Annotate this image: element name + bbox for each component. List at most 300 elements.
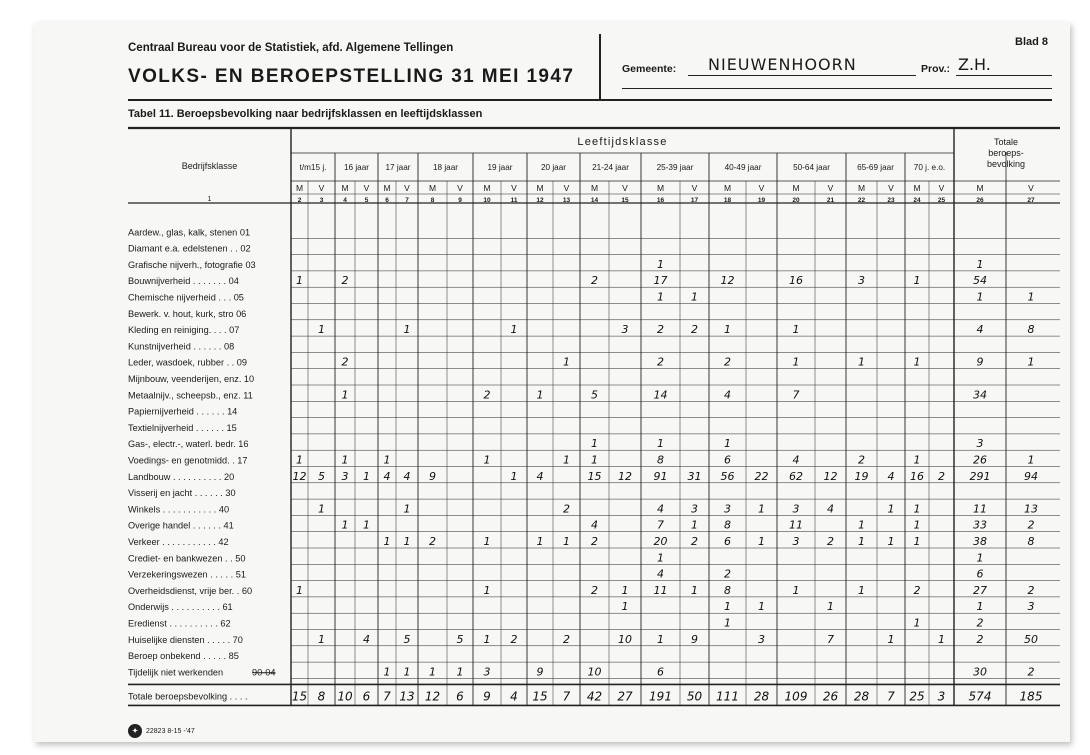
data-cell: 4 xyxy=(657,567,664,581)
data-cell: 9 xyxy=(429,469,436,483)
row-label: Overige handel . . . . . . 41 xyxy=(128,520,234,531)
column-number: 14 xyxy=(590,197,599,204)
form-footer xyxy=(128,724,195,738)
data-cell: 8 xyxy=(1027,535,1035,548)
totals-cell: 25 xyxy=(909,689,925,704)
row-label: Overheidsdienst, vrije ber. . 60 xyxy=(128,585,253,596)
totals-cell: 42 xyxy=(586,689,603,704)
sex-label: M xyxy=(341,183,349,193)
data-cell: 7 xyxy=(827,632,834,646)
data-cell: 3 xyxy=(621,323,629,337)
sex-label: V xyxy=(363,183,370,193)
sex-label: V xyxy=(318,183,325,193)
sex-label: V xyxy=(758,183,765,193)
data-cell: 3 xyxy=(792,502,800,516)
totals-cell: 7 xyxy=(887,689,895,704)
age-class-label: 20 jaar xyxy=(540,163,567,172)
data-cell: 2 xyxy=(1027,518,1035,532)
totals-cell: 15 xyxy=(532,689,548,704)
data-cell: 10 xyxy=(618,632,632,646)
age-class-label: 19 jaar xyxy=(487,163,513,172)
data-cell: 22 xyxy=(754,469,769,483)
sex-label: V xyxy=(457,183,463,193)
row-label: Textielnijverheid . . . . . . 15 xyxy=(128,422,237,433)
data-cell: 11 xyxy=(973,502,987,516)
data-cell: 1 xyxy=(976,257,984,271)
data-cell: 2 xyxy=(1027,583,1035,597)
data-cell: 5 xyxy=(591,388,598,402)
data-cell: 1 xyxy=(341,453,349,467)
data-cell: 3 xyxy=(691,502,698,516)
totals-cell: 26 xyxy=(822,689,839,704)
data-cell: 1 xyxy=(429,665,436,679)
data-cell: 8 xyxy=(724,583,731,597)
sex-label: M xyxy=(536,183,544,193)
totals-cell: 28 xyxy=(753,689,770,704)
form-code: 22823 8-15 -'47 xyxy=(146,727,195,735)
data-cell: 1 xyxy=(403,323,411,337)
data-cell: 1 xyxy=(913,453,921,467)
totals-cell: 10 xyxy=(337,689,353,704)
data-cell: 2 xyxy=(483,388,491,402)
column-number: 25 xyxy=(937,197,946,204)
totals-label: Totale beroepsbevolking . . . . xyxy=(128,691,248,702)
data-cell: 1 xyxy=(1027,355,1035,369)
column-number: 11 xyxy=(510,197,518,204)
data-cell: 1 xyxy=(657,290,664,304)
row-label: Chemische nijverheid . . . 05 xyxy=(128,292,244,303)
data-cell: 2 xyxy=(976,632,984,646)
data-cell: 17 xyxy=(653,274,668,288)
data-cell: 1 xyxy=(976,600,984,614)
sex-label: V xyxy=(938,183,945,193)
row-label-number: 1 xyxy=(207,196,212,203)
data-cell: 1 xyxy=(456,665,464,679)
data-cell: 12 xyxy=(618,469,632,483)
row-label: Kleding en reiniging. . . . 07 xyxy=(128,325,240,336)
data-cell: 20 xyxy=(653,535,668,548)
data-cell: 2 xyxy=(510,632,518,646)
data-cell: 1 xyxy=(536,535,544,548)
data-cell: 3 xyxy=(792,535,800,548)
data-cell: 1 xyxy=(341,388,349,402)
data-cell: 4 xyxy=(827,502,834,516)
data-cell: 1 xyxy=(657,257,664,271)
row-label: Voedings- en genotmidd. . 17 xyxy=(128,455,248,466)
data-cell: 2 xyxy=(591,583,598,597)
data-cell: 1 xyxy=(887,502,895,516)
sex-label: M xyxy=(723,183,732,193)
data-cell: 1 xyxy=(887,535,895,548)
data-cell: 1 xyxy=(621,583,629,597)
row-label-header: Bedrijfsklasse xyxy=(181,161,238,171)
totals-cell: 15 xyxy=(291,689,308,704)
data-cell: 1 xyxy=(724,323,731,337)
sex-label: V xyxy=(691,183,698,193)
age-class-label: 16 jaar xyxy=(343,163,370,172)
data-cell: 2 xyxy=(341,274,349,288)
data-cell: 4 xyxy=(536,469,544,483)
data-cell: 1 xyxy=(913,274,921,288)
sex-label: V xyxy=(1028,183,1034,193)
totals-cell: 3 xyxy=(937,689,946,704)
data-cell: 2 xyxy=(591,535,598,548)
data-cell: 1 xyxy=(483,632,491,646)
sex-label: M xyxy=(590,183,599,193)
sex-label: M xyxy=(913,183,921,193)
data-cell: 7 xyxy=(657,518,664,532)
data-cell: 6 xyxy=(657,665,664,679)
sex-label: M xyxy=(383,183,391,193)
data-cell: 9 xyxy=(536,665,544,679)
data-cell: 2 xyxy=(563,632,570,646)
data-cell: 4 xyxy=(383,469,391,483)
column-number: 10 xyxy=(483,197,491,204)
data-cell: 94 xyxy=(1024,469,1038,483)
column-number: 13 xyxy=(562,197,571,204)
totals-cell: 6 xyxy=(456,689,464,704)
total-header-line: beroeps- xyxy=(988,148,1024,158)
row-label: Gas-, electr.-, waterl. bedr. 16 xyxy=(128,439,249,450)
data-cell: 1 xyxy=(691,290,698,304)
data-cell: 2 xyxy=(691,535,698,548)
data-cell: 3 xyxy=(341,469,349,483)
data-cell: 33 xyxy=(973,518,987,532)
row-label: Winkels . . . . . . . . . . . 40 xyxy=(128,504,230,515)
data-cell: 26 xyxy=(973,453,987,467)
sex-label: V xyxy=(888,183,894,193)
sex-label: M xyxy=(656,183,665,193)
totals-cell: 4 xyxy=(510,689,518,704)
data-cell: 8 xyxy=(657,453,664,467)
data-cell: 4 xyxy=(976,323,984,337)
data-cell: 1 xyxy=(363,469,370,483)
data-cell: 1 xyxy=(383,453,391,467)
data-cell: 2 xyxy=(657,323,664,337)
data-cell: 4 xyxy=(724,388,731,402)
data-cell: 1 xyxy=(913,535,921,548)
data-cell: 1 xyxy=(913,355,921,369)
totals-cell: 7 xyxy=(562,689,571,704)
data-cell: 1 xyxy=(691,583,698,597)
data-cell: 2 xyxy=(563,502,570,516)
data-cell: 50 xyxy=(1024,632,1038,646)
data-cell: 1 xyxy=(657,632,664,646)
age-class-label: 40-49 jaar xyxy=(724,163,762,172)
data-cell: 2 xyxy=(724,355,731,369)
data-cell: 1 xyxy=(758,502,765,516)
data-cell: 56 xyxy=(720,469,735,483)
data-cell: 38 xyxy=(973,535,987,548)
data-cell: 1 xyxy=(827,600,834,614)
totals-cell: 28 xyxy=(853,689,870,704)
total-header-line: Totale xyxy=(993,137,1019,147)
data-cell: 1 xyxy=(536,388,544,402)
column-number: 15 xyxy=(621,197,629,204)
data-cell: 6 xyxy=(724,453,731,467)
data-cell: 3 xyxy=(483,665,491,679)
data-cell: 3 xyxy=(758,632,765,646)
row-label: Mijnbouw, veenderijen, enz. 10 xyxy=(128,374,255,384)
data-cell: 1 xyxy=(913,616,921,630)
row-label: Bewerk. v. hout, kurk, stro 06 xyxy=(128,308,247,319)
age-class-label: 18 jaar xyxy=(432,163,459,172)
row-label: Tijdelijk niet werkenden xyxy=(128,667,224,678)
data-cell: 3 xyxy=(1027,600,1035,614)
column-number: 23 xyxy=(887,197,895,204)
column-number: 8 xyxy=(430,197,435,204)
data-cell: 2 xyxy=(691,323,698,337)
totals-cell: 191 xyxy=(649,689,672,704)
data-cell: 4 xyxy=(887,469,895,483)
total-header-line: bevolking xyxy=(986,159,1026,169)
data-cell: 2 xyxy=(429,535,436,548)
data-cell: 5 xyxy=(456,632,464,646)
data-cell: 1 xyxy=(403,502,411,516)
data-cell: 62 xyxy=(789,469,803,483)
data-cell: 1 xyxy=(858,355,865,369)
data-cell: 5 xyxy=(403,632,411,646)
data-cell: 3 xyxy=(724,502,731,516)
data-cell: 1 xyxy=(563,453,570,467)
data-cell: 1 xyxy=(976,551,984,565)
data-cell: 1 xyxy=(938,632,945,646)
data-cell: 19 xyxy=(854,469,869,483)
data-cell: 1 xyxy=(591,453,598,467)
column-number: 2 xyxy=(297,197,302,204)
data-cell: 1 xyxy=(383,535,391,548)
data-cell: 34 xyxy=(973,388,987,402)
data-cell: 13 xyxy=(1024,502,1038,516)
data-cell: 1 xyxy=(913,502,921,516)
column-number: 24 xyxy=(913,197,921,204)
data-cell: 1 xyxy=(657,551,664,565)
data-cell: 1 xyxy=(657,437,664,451)
data-cell: 4 xyxy=(403,469,411,483)
age-class-label: 50-64 jaar xyxy=(793,163,830,172)
column-number: 12 xyxy=(536,197,544,204)
data-cell: 4 xyxy=(657,502,664,516)
data-cell: 2 xyxy=(591,274,598,288)
totals-cell: 109 xyxy=(784,689,808,704)
data-cell: 2 xyxy=(976,616,984,630)
data-cell: 1 xyxy=(858,583,865,597)
row-label-struck: 90-04 xyxy=(252,667,276,678)
data-cell: 4 xyxy=(792,453,800,467)
data-cell: 1 xyxy=(383,665,391,679)
totals-cell: 27 xyxy=(617,689,633,704)
totals-cell: 6 xyxy=(362,689,371,704)
data-cell: 8 xyxy=(724,518,731,532)
form-title: VOLKS- EN BEROEPSTELLING 31 MEI 1947 xyxy=(128,66,575,87)
row-label: Verkeer . . . . . . . . . . . 42 xyxy=(128,537,229,547)
data-cell: 7 xyxy=(792,388,800,402)
data-cell: 291 xyxy=(969,469,991,483)
data-cell: 1 xyxy=(510,323,518,337)
row-label: Landbouw . . . . . . . . . . 20 xyxy=(128,471,235,482)
data-cell: 12 xyxy=(823,469,838,483)
data-cell: 2 xyxy=(913,583,921,597)
age-class-label: 17 jaar xyxy=(385,163,411,172)
data-cell: 2 xyxy=(657,355,664,369)
row-label: Bouwnijverheid . . . . . . . 04 xyxy=(128,276,239,287)
column-number: 27 xyxy=(1027,197,1035,204)
data-cell: 1 xyxy=(363,518,370,532)
data-cell: 16 xyxy=(910,469,924,483)
totals-cell: 13 xyxy=(399,689,415,704)
organization-name: Centraal Bureau voor de Statistiek, afd. Algemene Tellingen xyxy=(128,42,454,54)
column-number: 19 xyxy=(757,197,766,204)
province-value: Z.H. xyxy=(958,55,991,74)
data-cell: 1 xyxy=(621,600,629,614)
data-cell: 1 xyxy=(858,518,865,532)
sex-label: V xyxy=(563,183,570,193)
totals-cell: 50 xyxy=(686,689,703,704)
data-cell: 1 xyxy=(792,323,800,337)
row-label: Huiselijke diensten . . . . . 70 xyxy=(128,634,243,645)
data-cell: 1 xyxy=(318,323,325,337)
data-cell: 2 xyxy=(938,469,945,483)
sex-label: M xyxy=(428,183,437,193)
column-number: 5 xyxy=(364,197,369,204)
data-cell: 1 xyxy=(724,437,731,451)
row-label: Verzekeringswezen . . . . . 51 xyxy=(128,569,246,580)
table-title: Tabel 11. Beroepsbevolking naar bedrijfsklassen en leeftijdsklassen xyxy=(128,108,483,120)
sex-label: V xyxy=(622,183,628,193)
sex-label: V xyxy=(404,183,410,193)
data-cell: 91 xyxy=(653,469,668,483)
column-number: 17 xyxy=(690,197,699,204)
column-number: 7 xyxy=(405,197,409,204)
totals-cell: 8 xyxy=(317,689,326,704)
data-cell: 1 xyxy=(403,665,411,679)
data-cell: 9 xyxy=(691,632,698,646)
totals-cell: 574 xyxy=(968,689,992,704)
data-cell: 11 xyxy=(789,518,803,532)
row-label: Eredienst . . . . . . . . . . 62 xyxy=(128,618,231,629)
column-number: 26 xyxy=(976,197,984,204)
data-cell: 2 xyxy=(858,453,865,467)
data-cell: 1 xyxy=(1027,453,1035,467)
totals-cell: 12 xyxy=(424,689,441,704)
data-cell: 3 xyxy=(858,274,865,288)
data-cell: 1 xyxy=(758,535,765,548)
data-cell: 1 xyxy=(483,583,491,597)
data-cell: 1 xyxy=(318,632,325,646)
column-number: 6 xyxy=(385,197,389,204)
row-label: Crediet- en bankwezen . . 50 xyxy=(128,553,246,564)
data-cell: 1 xyxy=(296,583,303,597)
data-cell: 1 xyxy=(792,355,800,369)
data-cell: 54 xyxy=(973,274,987,288)
data-cell: 4 xyxy=(591,518,598,532)
data-cell: 16 xyxy=(789,274,803,288)
data-cell: 1 xyxy=(483,535,491,548)
totals-cell: 185 xyxy=(1019,689,1043,704)
sex-label: M xyxy=(483,183,491,193)
data-cell: 30 xyxy=(973,665,987,679)
data-cell: 1 xyxy=(724,616,731,630)
totals-cell: 111 xyxy=(716,689,739,704)
row-label: Metaalnijv., scheepsb., enz. 11 xyxy=(128,390,253,401)
column-number: 18 xyxy=(723,197,732,204)
data-cell: 2 xyxy=(724,567,731,581)
data-cell: 6 xyxy=(976,567,984,581)
column-number: 3 xyxy=(319,197,324,204)
row-label: Beroep onbekend . . . . . 85 xyxy=(128,651,239,662)
sex-label: M xyxy=(857,183,866,193)
data-cell: 1 xyxy=(724,600,731,614)
sex-label: M xyxy=(792,183,800,193)
data-cell: 2 xyxy=(1027,665,1035,679)
data-cell: 1 xyxy=(483,453,491,467)
row-label: Grafische nijverh., fotografie 03 xyxy=(128,259,256,270)
data-cell: 12 xyxy=(720,274,735,288)
totals-cell: 7 xyxy=(383,689,391,704)
data-cell: 2 xyxy=(341,355,349,369)
data-cell: 1 xyxy=(691,518,698,532)
row-label: Kunstnijverheid . . . . . . 08 xyxy=(128,341,235,352)
gemeente-value: NIEUWENHOORN xyxy=(708,55,857,74)
sex-label: V xyxy=(827,183,834,193)
row-label: Aardew., glas, kalk, stenen 01 xyxy=(128,227,251,238)
row-label: Leder, wasdoek, rubber . . 09 xyxy=(128,357,248,368)
totals-cell: 9 xyxy=(483,689,491,704)
sex-label: M xyxy=(976,183,984,193)
data-cell: 8 xyxy=(1027,323,1035,337)
age-class-label: 65-69 jaar xyxy=(857,163,894,172)
sex-label: M xyxy=(295,183,304,193)
age-class-label: 70 j. e.o. xyxy=(913,163,946,172)
data-cell: 1 xyxy=(976,290,984,304)
province-label: Prov.: xyxy=(921,63,950,75)
sex-label: V xyxy=(511,183,517,193)
data-cell: 3 xyxy=(976,437,984,451)
row-label: Papiernijverheid . . . . . . 14 xyxy=(128,406,238,417)
data-cell: 27 xyxy=(973,583,987,597)
data-cell: 1 xyxy=(758,600,765,614)
column-number: 21 xyxy=(826,197,835,204)
gemeente-label: Gemeente: xyxy=(622,63,677,75)
data-cell: 11 xyxy=(653,583,668,597)
data-cell: 1 xyxy=(887,632,895,646)
data-cell: 1 xyxy=(563,535,570,548)
data-cell: 31 xyxy=(687,469,702,483)
column-number: 22 xyxy=(857,197,866,204)
row-label: Diamant e.a. edelstenen . . 02 xyxy=(128,243,251,254)
data-cell: 6 xyxy=(724,535,731,548)
data-cell: 1 xyxy=(913,518,921,532)
data-cell: 1 xyxy=(296,274,303,288)
data-cell: 1 xyxy=(341,518,349,532)
sheet-number: Blad 8 xyxy=(1015,36,1049,48)
data-cell: 1 xyxy=(591,437,598,451)
data-cell: 14 xyxy=(653,388,668,402)
data-cell: 5 xyxy=(318,469,325,483)
column-number: 16 xyxy=(656,197,665,204)
data-cell: 2 xyxy=(827,535,834,548)
data-cell: 10 xyxy=(587,665,602,679)
printer-logo-icon: ✦ xyxy=(128,724,142,738)
data-cell: 12 xyxy=(292,469,307,483)
data-cell: 1 xyxy=(792,583,800,597)
age-group-header: Leeftijdsklasse xyxy=(577,136,668,148)
column-number: 20 xyxy=(792,197,800,204)
data-cell: 1 xyxy=(296,453,303,467)
row-label: Visserij en jacht . . . . . . 30 xyxy=(128,488,236,499)
column-number: 4 xyxy=(343,197,347,204)
data-cell: 1 xyxy=(858,535,865,548)
